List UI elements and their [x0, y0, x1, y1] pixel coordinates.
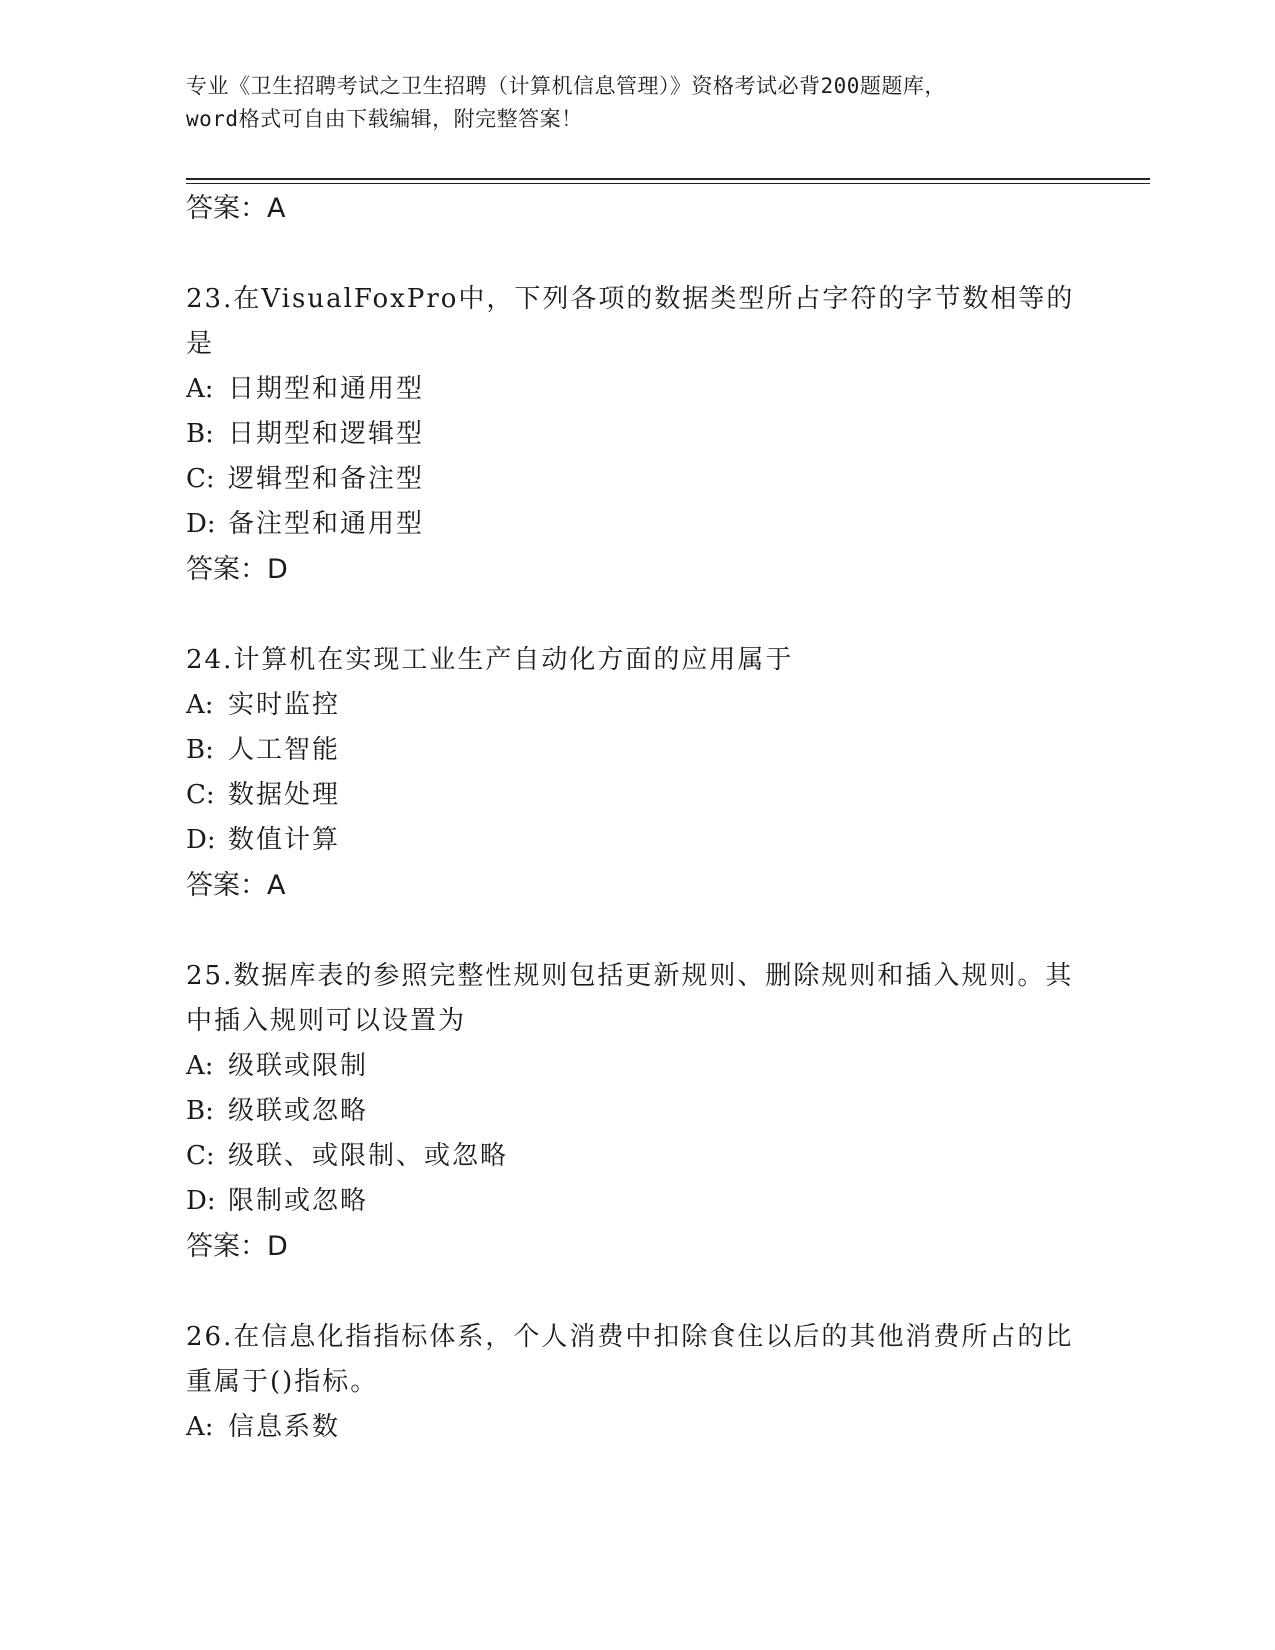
option-b — [186, 728, 1086, 773]
option-d — [186, 818, 1086, 863]
header-title-line-2: word格式可自由下载编辑，附完整答案！ — [186, 107, 583, 131]
document-header — [186, 70, 1066, 136]
spacer — [186, 909, 1086, 954]
option-d — [186, 502, 1086, 547]
option-key: A: — [186, 690, 214, 720]
option-text: 数据处理 — [228, 780, 341, 810]
option-c — [186, 773, 1086, 818]
option-key: A: — [186, 1412, 214, 1442]
option-text: 日期型和逻辑型 — [228, 419, 425, 449]
header-divider-thick — [186, 178, 1150, 180]
question-text: 23.在VisualFoxPro中，下列各项的数据类型所占字符的字节数相等的是 — [186, 284, 1075, 359]
question-text: 25.数据库表的参照完整性规则包括更新规则、删除规则和插入规则。其中插入规则可以设置为 — [186, 961, 1074, 1036]
question-item — [186, 638, 1086, 909]
option-text: 信息系数 — [228, 1412, 341, 1442]
question-text: 26.在信息化指指标体系，个人消费中扣除食住以后的其他消费所占的比重属于()指标。 — [186, 1322, 1074, 1397]
answer-line: 答案：D — [186, 554, 288, 585]
option-text: 级联或限制 — [228, 1051, 369, 1081]
option-c — [186, 457, 1086, 502]
question-text: 24.计算机在实现工业生产自动化方面的应用属于 — [186, 645, 794, 675]
option-text: 数值计算 — [228, 825, 341, 855]
option-a — [186, 367, 1086, 412]
spacer — [186, 1270, 1086, 1315]
option-key: D: — [186, 825, 216, 855]
question-item — [186, 1315, 1086, 1450]
option-key: A: — [186, 1051, 214, 1081]
option-key: D: — [186, 509, 216, 539]
option-a — [186, 1405, 1086, 1450]
option-text: 日期型和通用型 — [228, 374, 425, 404]
option-key: B: — [186, 1096, 214, 1126]
option-text: 实时监控 — [228, 690, 341, 720]
option-a — [186, 683, 1086, 728]
option-key: C: — [186, 464, 215, 494]
option-text: 级联或忽略 — [228, 1096, 369, 1126]
option-d — [186, 1179, 1086, 1224]
option-key: B: — [186, 419, 214, 449]
option-c — [186, 1134, 1086, 1179]
answer-line: 答案：A — [186, 193, 286, 224]
header-title-line-1: 专业《卫生招聘考试之卫生招聘（计算机信息管理）》资格考试必背200题题库， — [186, 74, 946, 98]
option-key: C: — [186, 1141, 215, 1171]
spacer — [186, 232, 1086, 277]
answer-line: 答案：A — [186, 870, 286, 901]
option-text: 限制或忽略 — [228, 1186, 369, 1216]
option-b — [186, 412, 1086, 457]
option-key: D: — [186, 1186, 216, 1216]
option-key: C: — [186, 780, 215, 810]
header-divider-thin — [186, 183, 1150, 184]
option-text: 人工智能 — [228, 735, 341, 765]
option-b — [186, 1089, 1086, 1134]
option-a — [186, 1044, 1086, 1089]
option-key: B: — [186, 735, 214, 765]
spacer — [186, 593, 1086, 638]
option-text: 逻辑型和备注型 — [228, 464, 425, 494]
question-item — [186, 277, 1086, 593]
question-item — [186, 954, 1086, 1270]
option-text: 级联、或限制、或忽略 — [228, 1141, 509, 1171]
answer-line: 答案：D — [186, 1231, 288, 1262]
question-list — [186, 186, 1086, 1450]
option-key: A: — [186, 374, 214, 404]
option-text: 备注型和通用型 — [228, 509, 425, 539]
